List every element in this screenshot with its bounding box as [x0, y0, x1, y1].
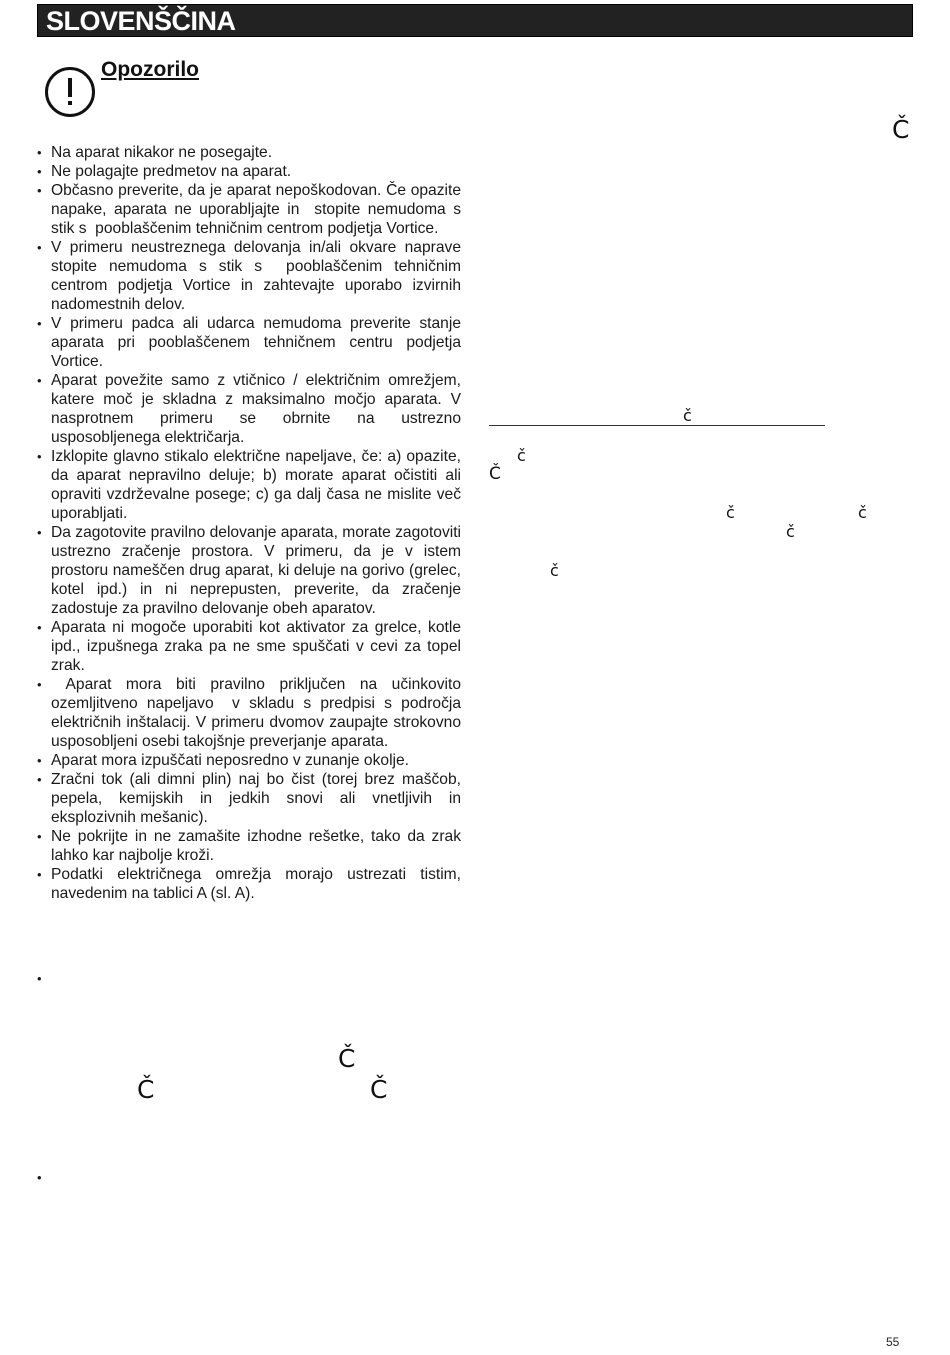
stray-glyph: č — [683, 406, 692, 425]
list-item: • Na aparat nikakor ne posegajte. — [37, 143, 461, 162]
stray-glyph: Č — [137, 1075, 155, 1104]
warning-title: Opozorilo — [101, 58, 199, 81]
stray-glyph: Č — [370, 1075, 388, 1104]
list-item: • Aparat povežite samo z vtičnico / električnim omrežjem, katere moč je skladna z maksimalno močjo aparata. V nasprotnem primeru se obrnite na ustrezno usposobljenega električarja. — [37, 371, 461, 447]
exclamation-circle-icon — [45, 67, 95, 117]
language-header-bar — [37, 4, 913, 37]
list-item: • V primeru padca ali udarca nemudoma preverite stanje aparata pri pooblaščenem tehničnem centru podjetja Vortice. — [37, 314, 461, 371]
list-item: • Zračni tok (ali dimni plin) naj bo čist (torej brez maščob, pepela, kemijskih in jedkih snovi ali vnetljivih in eksplozivnih mešanic). — [37, 770, 461, 827]
list-item: • Aparata ni mogoče uporabiti kot aktivator za grelce, kotle ipd., izpušnega zraka pa ne sme spuščati v cevi za topel zrak. — [37, 618, 461, 675]
list-item: • Občasno preverite, da je aparat nepoškodovan. Če opazite napake, aparata ne uporabljajte in stopite nemudoma s stik s pooblaščenim tehničnim centrom podjetja Vortice. — [37, 181, 461, 238]
empty-bullet: • — [37, 971, 42, 986]
page-number: 55 — [886, 1335, 900, 1349]
divider — [489, 425, 825, 426]
stray-glyph: č — [786, 522, 795, 541]
list-item: • Ne polagajte predmetov na aparat. — [37, 162, 461, 181]
list-item: • Da zagotovite pravilno delovanje aparata, morate zagotoviti ustrezno zračenje prostora. V primeru, da je v istem prostoru nameščen drug aparat, ki deluje na gorivo (grelec, kotel ipd.) in ni neprepusten, preverite, da zračenje zadostuje za pravilno delovanje obeh aparatov. — [37, 523, 461, 618]
stray-glyph: Č — [892, 115, 910, 144]
stray-glyph: č — [550, 561, 559, 580]
stray-glyph: č — [858, 503, 867, 522]
list-item: • Podatki električnega omrežja morajo ustrezati tistim, navedenim na tablici A (sl. A). — [37, 865, 461, 903]
stray-glyph: Č — [489, 464, 501, 484]
stray-glyph: č — [517, 446, 526, 465]
list-item: • V primeru neustreznega delovanja in/ali okvare naprave stopite nemudoma s stik s pooblaščenim tehničnim centrom podjetja Vortice in zahtevajte uporabo izvirnih nadomestnih delov. — [37, 238, 461, 314]
list-item: • Aparat mora biti pravilno priključen na učinkovito ozemljitveno napeljavo v skladu s predpisi s področja električnih inštalacij. V primeru dvomov zaupajte strokovno usposobljeni osebi takojšnje preverjanje aparata. — [37, 675, 461, 751]
stray-glyph: č — [726, 503, 735, 522]
language-title: SLOVENŠČINA — [46, 6, 236, 36]
list-item: • Izklopite glavno stikalo električne napeljave, če: a) opazite, da aparat nepravilno deluje; b) morate aparat očistiti ali opraviti vzdrževalne posege; c) ga dalj časa ne mislite več uporabljati. — [37, 447, 461, 523]
warning-list — [37, 143, 470, 903]
stray-glyph: Č — [338, 1044, 356, 1073]
list-item: • Ne pokrijte in ne zamašite izhodne rešetke, tako da zrak lahko kar najbolje kroži. — [37, 827, 461, 865]
list-item: • Aparat mora izpuščati neposredno v zunanje okolje. — [37, 751, 461, 770]
empty-bullet: • — [37, 1170, 42, 1185]
